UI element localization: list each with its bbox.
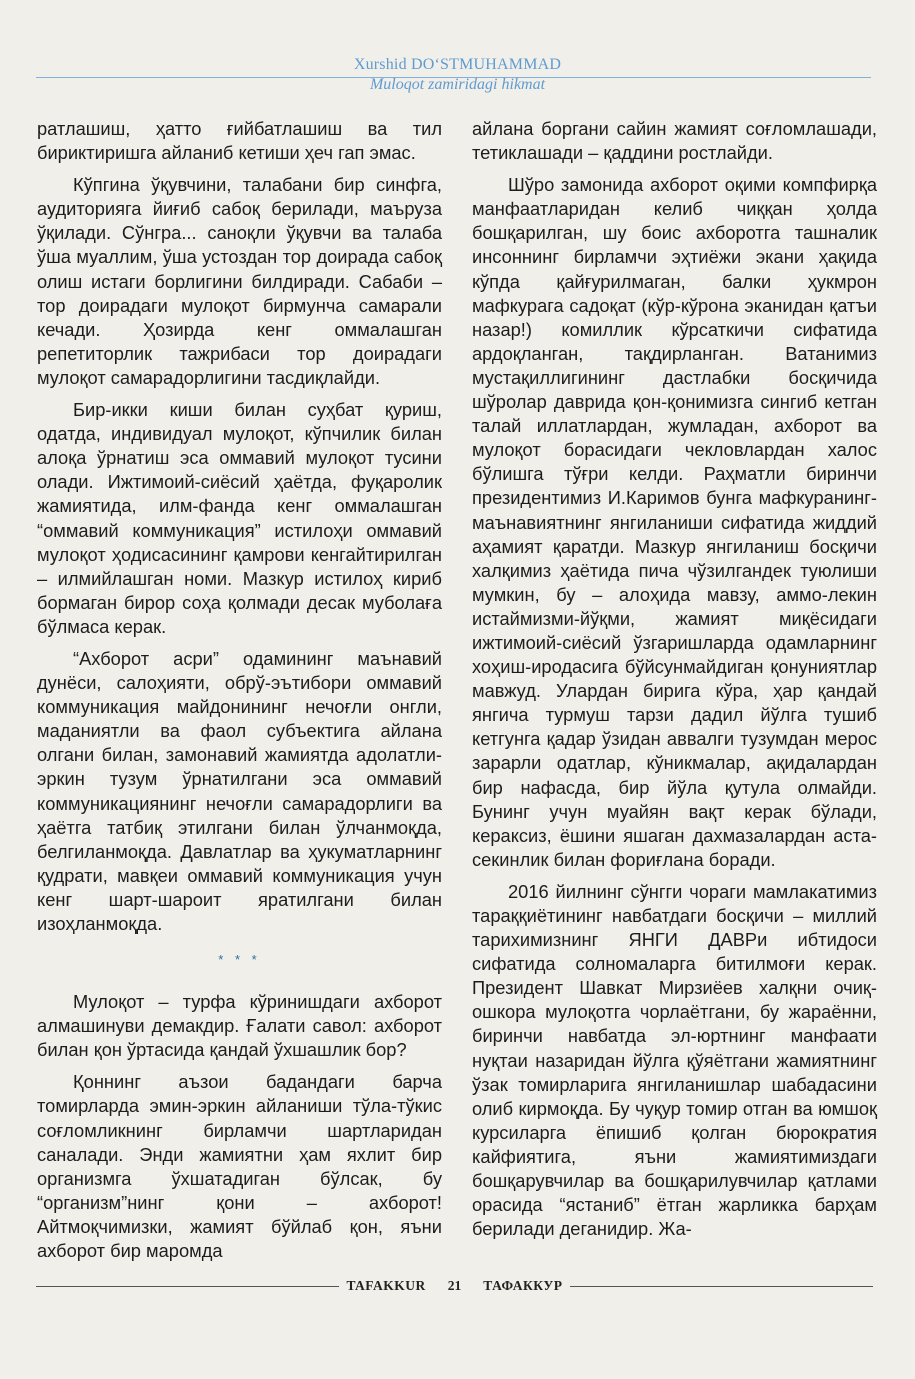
left-column <box>37 117 442 1263</box>
paragraph: 2016 йилнинг сўнгги чораги мамлакатимиз тараққиётининг навбатдаги босқичи – миллий тарихимизнинг ЯНГИ ДАВРи ибтидоси сифатида солномаларга битилмоғи керак. Президент Шавкат Мирзиёев халқни очиқ-ошкора мулоқотга чорлаётгани, бу жараённи, биринчи навбатда эл-юртнинг манфаати нуқтаи назаридан йўлга қўяётгани жамиятнинг ўзак томирларига янгиланишлар шабадасини олиб кирмоқда. Бу чуқур томир отган ва юмшоқ курсиларга ёпишиб қолган бюрократия кайфиятига, яъни жамиятимиздаги бошқарувчилар ва бошқарилувчилар қатлами орасида “ястаниб” ётган жарликка барҳам берилади деганидир. Жа- <box>472 880 877 1240</box>
header-author: Xurshid DO‘STMUHAMMAD <box>353 56 562 73</box>
paragraph: Мулоқот – турфа кўринишдаги ахборот алмашинуви демакдир. Ғалати савол: ахборот билан қон ўртасида қандай ўхшашлик бор? <box>37 991 442 1061</box>
page-footer <box>36 1276 873 1296</box>
header-book-title: Muloqot zamiridagi hikmat <box>369 76 546 93</box>
paragraph: айлана боргани сайин жамият соғломлашади, тетиклашади – қаддини ростлайди. <box>472 118 877 164</box>
paragraph: Бир-икки киши билан суҳбат қуриш, одатда, индивидуал мулоқот, кўпчилик билан алоқа ўрнатиш эса оммавий мулоқот тусини олади. Ижтимоий-сиёсий ҳаётда, фуқаролик жамиятида, илм-фанда кенг оммалашган “оммавий коммуникация” истилоҳи оммавий мулоқот ҳодисасининг қамрови кенгайтирилган – илмийлашган номи. Мазкур истилоҳ кириб бормаган бирор соҳа қолмади десак муболаға бўлмаса керак. <box>37 399 442 637</box>
right-column <box>472 117 877 1241</box>
paragraph: Шўро замонида ахборот оқими компфирқа манфаатларидан келиб чиққан ҳолда бошқарилган, шу боис ахборотга ташналик инсоннинг бирламчи эҳтиёжи экани ҳақида кўпда қайғурилмаган, балки ҳукмрон мафкурага садоқат (кўр-кўрона эканидан қатъи назар!) комиллик кўрсаткичи сифатида ардоқланган, тақдирланган. Ватанимиз мустақиллигининг дастлабки босқичида шўролар даврида қон-қонимизга сингиб кетган талай иллатлардан, жумладан, ахборот ва мулоқот борасидаги чекловлардан халос бўлишга тўғри келди. Раҳматли биринчи президентимиз И.Каримов бунга мафкуранинг-маънавиятнинг янгиланиши сифатида жиддий аҳамият қаратди. Мазкур янгиланиш босқичи халқимиз ҳаётида пича чўзилгандек туюлиши мумкин, бу – алоҳида мавзу, аммо-лекин истаймизми-йўқми, жамият миқёсидаги ижтимоий-сиёсий ўзгаришларда одамларнинг хоҳиш-иродасига бўйсунмайдиган қонуниятлар мавжуд. Улардан бирига кўра, ҳар қандай янгича турмуш тарзи дадил йўлга тушиб кетгунга қадар ўзидан аввалги тузумдан мерос зарарли одатлар, кўникмалар, ақидалардан бир нафасда, бир йўла қутула олмайди. Бунинг учун муайян вақт керак бўлади, кераксиз, ёшини яшаган дахмазалардан аста-секинлик билан фориғлана боради. <box>472 174 877 870</box>
section-separator: * * * <box>218 952 261 968</box>
paragraph: Кўпгина ўқувчини, талабани бир синфга, аудиторияга йиғиб сабоқ берилади, маъруза ўқилади. Сўнгра... саноқли ўқувчи ва талаба ўша муаллим, ўша устоздан тор доирада сабоқ олиш истаги борлигини билдиради. Сабаби – тор доирадаги мулоқот бирмунча самарали кечади. Ҳозирда кенг оммалашган репетиторлик тажрибаси тор доирадаги мулоқот самарадорлигини тасдиқлайди. <box>37 174 442 388</box>
paragraph: ратлашиш, ҳатто ғийбатлашиш ва тил бириктиришга айланиб кетиши ҳеч гап эмас. <box>37 118 442 164</box>
header-rule <box>36 77 871 78</box>
running-header <box>0 55 915 95</box>
footer-rule-right <box>570 1286 873 1287</box>
page-number: 21 <box>447 1278 462 1293</box>
footer-label-cyrillic: ТАФАККУР <box>483 1278 563 1293</box>
footer-label-latin: TAFAKKUR <box>346 1278 426 1293</box>
footer-rule-left <box>36 1286 339 1287</box>
paragraph: Қоннинг аъзои бадандаги барча томирларда эмин-эркин айланиши тўла-тўкис соғломликнинг бирламчи шартларидан саналади. Энди жамиятни ҳам яхлит бир организмга ўхшатадиган бўлсак, бу “организм”нинг қони – ахборот! Айтмоқчимизки, жамият бўйлаб қон, яъни ахборот бир маромда <box>37 1071 442 1262</box>
paragraph: “Ахборот асри” одамининг маънавий дунёси, салоҳияти, обрў-эътибори оммавий коммуникация майдонининг нечоғли онгли, маданиятли ва фаол субъектига айлана олгани билан, замонавий жамиятда адолатли-эркин тузум ўрнатилгани эса оммавий коммуникациянинг нечоғли самарадорлиги ва ҳаётга татбиқ этилгани билан ўлчанмоқда, белгиланмоқда. Давлатлар ва ҳукуматларнинг қудрати, мавқеи оммавий коммуникация учун кенг шарт-шароит яратилгани билан изоҳланмоқда. <box>37 647 442 934</box>
